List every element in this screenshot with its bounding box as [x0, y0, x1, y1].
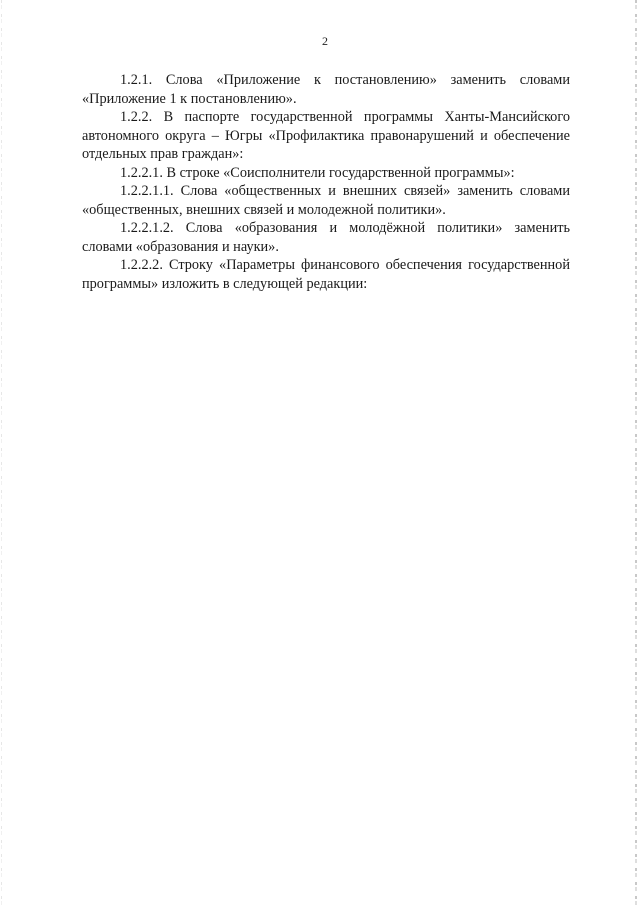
- paragraph-1-2-1: 1.2.1. Слова «Приложение к постановлению» заменить словами «Приложение 1 к постановлению».: [82, 72, 570, 107]
- paragraph-1-2-2-1-2: 1.2.2.1.2. Слова «образования и молодёжной политики» заменить словами «образования и науки».: [82, 220, 570, 255]
- paragraph-1-2-2-1-1: 1.2.2.1.1. Слова «общественных и внешних связей» заменить словами «общественных, внешних связей и молодежной политики».: [82, 183, 570, 218]
- paragraph-1-2-2-2: 1.2.2.2. Строку «Параметры финансового обеспечения государственной программы» изложить в следующей редакции:: [82, 257, 570, 292]
- scan-edge-left: [1, 0, 2, 905]
- page-number: 2: [322, 34, 328, 48]
- paragraph-1-2-2: 1.2.2. В паспорте государственной программы Ханты-Мансийского автономного округа – Югры «Профилактика правонарушений и обеспечение отдельных прав граждан»:: [82, 109, 570, 162]
- scan-edge-right: [635, 0, 637, 905]
- document-body: [82, 71, 570, 293]
- paragraph-1-2-2-1: 1.2.2.1. В строке «Соисполнители государственной программы»:: [120, 164, 515, 181]
